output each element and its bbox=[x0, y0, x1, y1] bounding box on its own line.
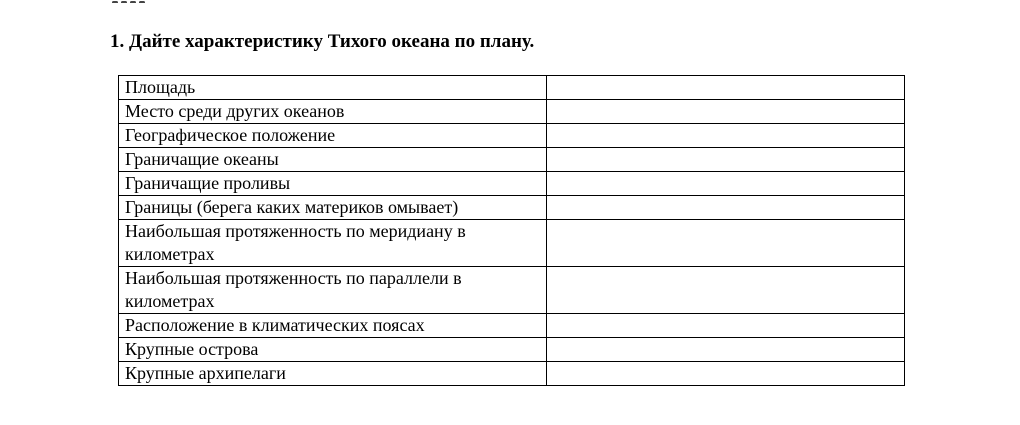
row-label-bordering-straits: Граничащие проливы bbox=[119, 172, 547, 196]
row-label-large-islands: Крупные острова bbox=[119, 338, 547, 362]
answer-cell[interactable] bbox=[547, 314, 905, 338]
table-row bbox=[119, 314, 905, 338]
table-row bbox=[119, 362, 905, 386]
answer-cell[interactable] bbox=[547, 172, 905, 196]
answer-cell[interactable] bbox=[547, 362, 905, 386]
row-label-climate-zones: Расположение в климатических поясах bbox=[119, 314, 547, 338]
answer-cell[interactable] bbox=[547, 148, 905, 172]
answer-cell[interactable] bbox=[547, 338, 905, 362]
row-label-rank: Место среди других океанов bbox=[119, 100, 547, 124]
answer-cell[interactable] bbox=[547, 220, 905, 267]
answer-cell[interactable] bbox=[547, 267, 905, 314]
answer-cell[interactable] bbox=[547, 196, 905, 220]
row-label-borders: Границы (берега каких материков омывает) bbox=[119, 196, 547, 220]
row-label-area: Площадь bbox=[119, 76, 547, 100]
table-row bbox=[119, 338, 905, 362]
table-row bbox=[119, 267, 905, 314]
row-label-parallel-extent: Наибольшая протяженность по параллели в километрах bbox=[119, 267, 547, 314]
answer-cell[interactable] bbox=[547, 124, 905, 148]
table-row bbox=[119, 172, 905, 196]
answer-cell[interactable] bbox=[547, 76, 905, 100]
row-label-large-archipelagos: Крупные архипелаги bbox=[119, 362, 547, 386]
table-row bbox=[119, 124, 905, 148]
row-label-bordering-oceans: Граничащие океаны bbox=[119, 148, 547, 172]
table-row bbox=[119, 148, 905, 172]
table-row bbox=[119, 196, 905, 220]
answer-cell[interactable] bbox=[547, 100, 905, 124]
row-label-meridian-extent: Наибольшая протяженность по меридиану в километрах bbox=[119, 220, 547, 267]
table-row bbox=[119, 76, 905, 100]
ocean-plan-table bbox=[118, 75, 905, 386]
task-title: 1. Дайте характеристику Тихого океана по плану. bbox=[110, 31, 535, 52]
table-row bbox=[119, 220, 905, 267]
table-row bbox=[119, 100, 905, 124]
row-label-geographic-position: Географическое положение bbox=[119, 124, 547, 148]
cropped-previous-line bbox=[112, 0, 192, 3]
